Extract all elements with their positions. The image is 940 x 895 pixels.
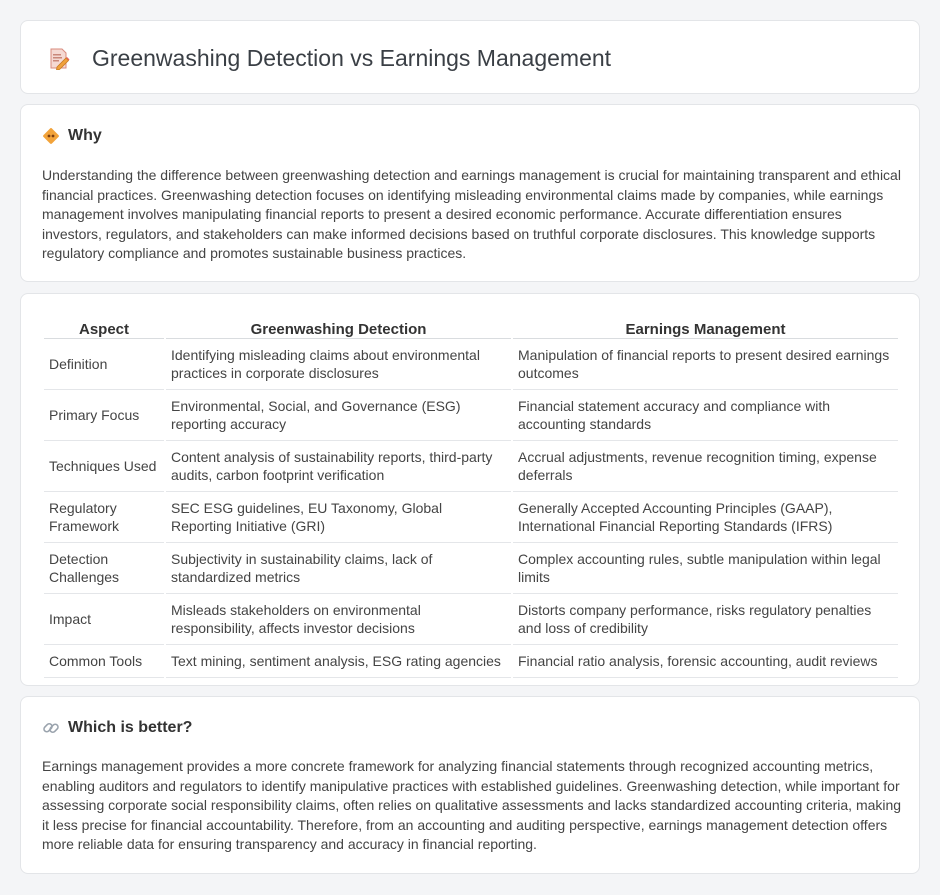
why-body: Understanding the difference between greenwashing detection and earnings management is crucial for maintaining transparent and ethical financial practices. Greenwashing detection focuses on identifying misleading environmental claims made by companies, while earnings management involves manipulating financial reports to present a desired economic performance. Accurate differentiation ensures investors, regulators, and stakeholders can make informed decisions based on truthful corporate disclosures. This knowledge supports regulatory compliance and promotes sustainable business practices. [42,167,901,262]
header-card [20,20,920,94]
row-aspect: Techniques Used [44,441,164,492]
row-earnings: Financial statement accuracy and compliance with accounting standards [513,390,898,441]
table-row [44,492,898,543]
row-aspect: Definition [44,339,164,390]
row-earnings: Complex accounting rules, subtle manipulation within legal limits [513,543,898,594]
document-pencil-icon [48,48,70,70]
header-aspect: Aspect [44,317,164,339]
table-row [44,339,898,390]
better-body: Earnings management provides a more concrete framework for analyzing financial statements through recognized accounting metrics, enabling auditors and regulators to identify manipulative practices with established guidelines. Greenwashing detection, while important for assessing corporate social responsibility claims, often relies on qualitative assessments and lacks standardized accounting criteria, making it less precise for financial accountability. Therefore, from an accounting and auditing perspective, earnings management detection offers more reliable data for ensuring transparency and accuracy in financial reporting. [42,758,902,853]
link-icon [42,719,60,737]
row-aspect: Common Tools [44,645,164,678]
comparison-table-card [20,293,920,686]
header-greenwashing: Greenwashing Detection [166,317,511,339]
diamond-sign-icon [42,127,60,145]
row-aspect: Primary Focus [44,390,164,441]
row-greenwashing: Text mining, sentiment analysis, ESG rating agencies [166,645,511,678]
row-earnings: Generally Accepted Accounting Principles (GAAP), International Financial Reporting Standards (IFRS) [513,492,898,543]
row-earnings: Accrual adjustments, revenue recognition timing, expense deferrals [513,441,898,492]
table-row [44,390,898,441]
row-earnings: Distorts company performance, risks regulatory penalties and loss of credibility [513,594,898,645]
row-greenwashing: Identifying misleading claims about environmental practices in corporate disclosures [166,339,511,390]
table-header-row [44,317,898,339]
better-heading [42,719,192,737]
page-title: Greenwashing Detection vs Earnings Management [92,45,612,71]
which-is-better-section [20,696,920,874]
row-greenwashing: Subjectivity in sustainability claims, lack of standardized metrics [166,543,511,594]
table-row [44,441,898,492]
why-section [20,104,920,282]
better-title: Which is better? [68,719,193,736]
row-aspect: Regulatory Framework [44,492,164,543]
row-greenwashing: Environmental, Social, and Governance (ESG) reporting accuracy [166,390,511,441]
row-greenwashing: SEC ESG guidelines, EU Taxonomy, Global Reporting Initiative (GRI) [166,492,511,543]
header-earnings: Earnings Management [513,317,898,339]
comparison-table [42,317,900,678]
row-aspect: Impact [44,594,164,645]
why-title: Why [68,127,102,144]
row-greenwashing: Misleads stakeholders on environmental responsibility, affects investor decisions [166,594,511,645]
row-greenwashing: Content analysis of sustainability reports, third-party audits, carbon footprint verification [166,441,511,492]
row-earnings: Manipulation of financial reports to present desired earnings outcomes [513,339,898,390]
table-row [44,543,898,594]
row-aspect: Detection Challenges [44,543,164,594]
table-row [44,594,898,645]
why-heading [42,127,102,145]
table-row [44,645,898,678]
row-earnings: Financial ratio analysis, forensic accounting, audit reviews [513,645,898,678]
